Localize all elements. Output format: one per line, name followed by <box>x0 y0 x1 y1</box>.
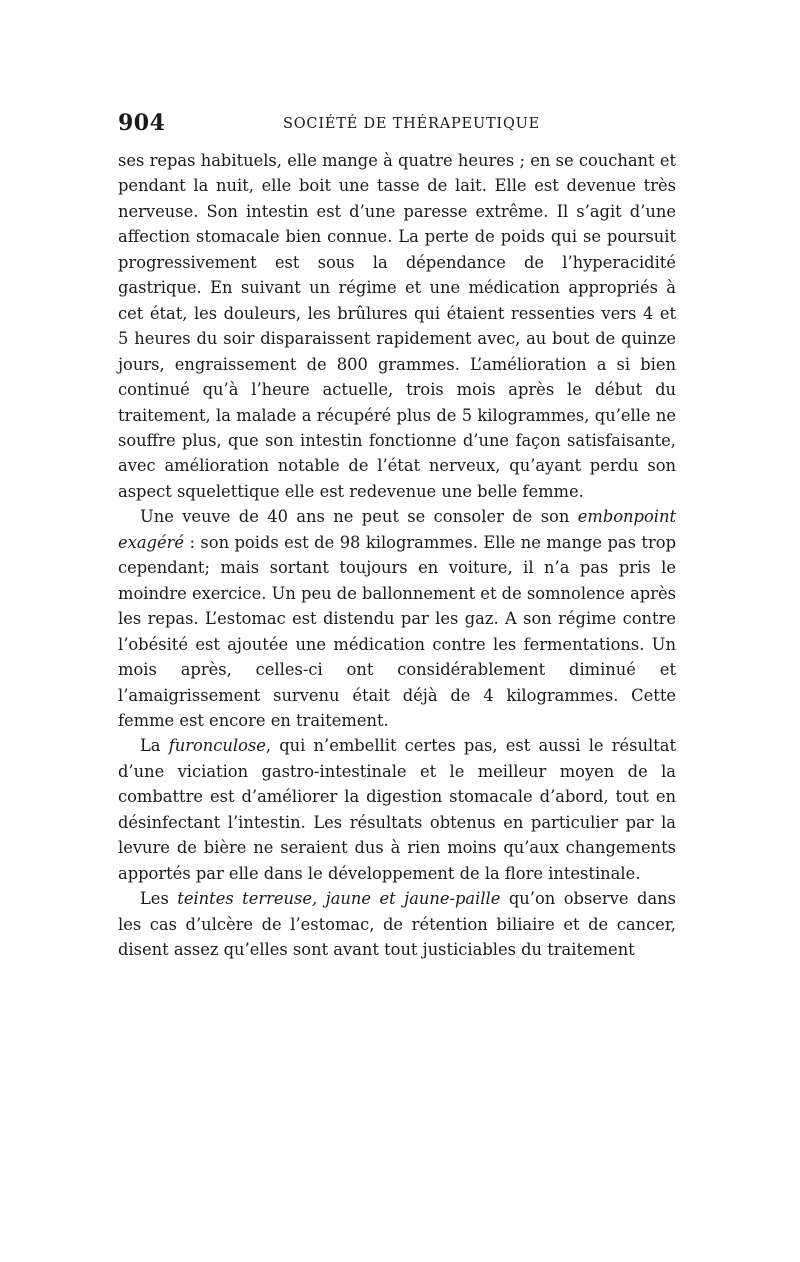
page-header <box>118 108 678 138</box>
paragraph-2-text-start: Une veuve de 40 ans ne peut se consoler de son <box>140 507 578 527</box>
paragraph-3-text-end: , qui n’embellit certes pas, est aussi le résultat d’une viciation gastro-intestinale et le meilleur moyen de la combattre est d’améliorer la digestion stomacale d’abord, tout en désinfectant l’intestin. Les résultats obtenus en particulier par la levure de bière ne seraient dus à rien moins qu’aux changements apportés par elle dans le développement de la flore intestinale. <box>118 736 676 883</box>
paragraph-4-text-end: qu’on observe dans les cas d’ulcère de l’estomac, de rétention biliaire et de cancer, disent assez qu’elles sont avant tout justiciables du traitement <box>118 889 676 960</box>
paragraph-2-emphasis: embonpoint exagéré <box>118 507 676 552</box>
paragraph-4 <box>118 886 676 962</box>
body-text <box>118 148 676 963</box>
page-number: 904 <box>118 110 166 136</box>
running-title: SOCIÉTÉ DE THÉRAPEUTIQUE <box>283 116 541 132</box>
paragraph-3-emphasis: furonculose <box>168 736 266 756</box>
paragraph-3 <box>118 733 676 886</box>
paragraph-3-text-start: La <box>140 736 169 756</box>
paragraph-4-text-start: Les <box>140 889 178 909</box>
paragraph-1: ses repas habituels, elle mange à quatre heures ; en se couchant et pendant la nuit, elle boit une tasse de lait. Elle est devenue très nerveuse. Son intestin est d’une paresse extrême. Il s’agit d’une affection stomacale bien connue. La perte de poids qui se poursuit progressivement est sous la dépendance de l’hyperacidité gastrique. En suivant un régime et une médication appropriés à cet état, les douleurs, les brûlures qui étaient ressenties vers 4 et 5 heures du soir disparaissent rapidement avec, au bout de quinze jours, engraissement de 800 grammes. L’amélioration a si bien continué qu’à l’heure actuelle, trois mois après le début du traitement, la malade a récupéré plus de 5 kilogrammes, qu’elle ne souffre plus, que son intestin fonctionne d’une façon satisfaisante, avec amélioration notable de l’état nerveux, qu’ayant perdu son aspect squelettique elle est redevenue une belle femme. <box>118 151 676 501</box>
paragraph-4-emphasis: teintes terreuse, jaune et jaune-paille <box>177 889 501 909</box>
paragraph-2 <box>118 504 676 733</box>
paragraph-2-text-end: : son poids est de 98 kilogrammes. Elle ne mange pas trop cependant; mais sortant toujours en voiture, il n’a pas pris le moindre exercice. Un peu de ballonnement et de somnolence après les repas. L’estomac est distendu par les gaz. A son régime contre l’obésité est ajoutée une médication contre les fermentations. Un mois après, celles-ci ont considérablement diminué et l’amaigrissement survenu était déjà de 4 kilogrammes. Cette femme est encore en traitement. <box>118 532 676 730</box>
